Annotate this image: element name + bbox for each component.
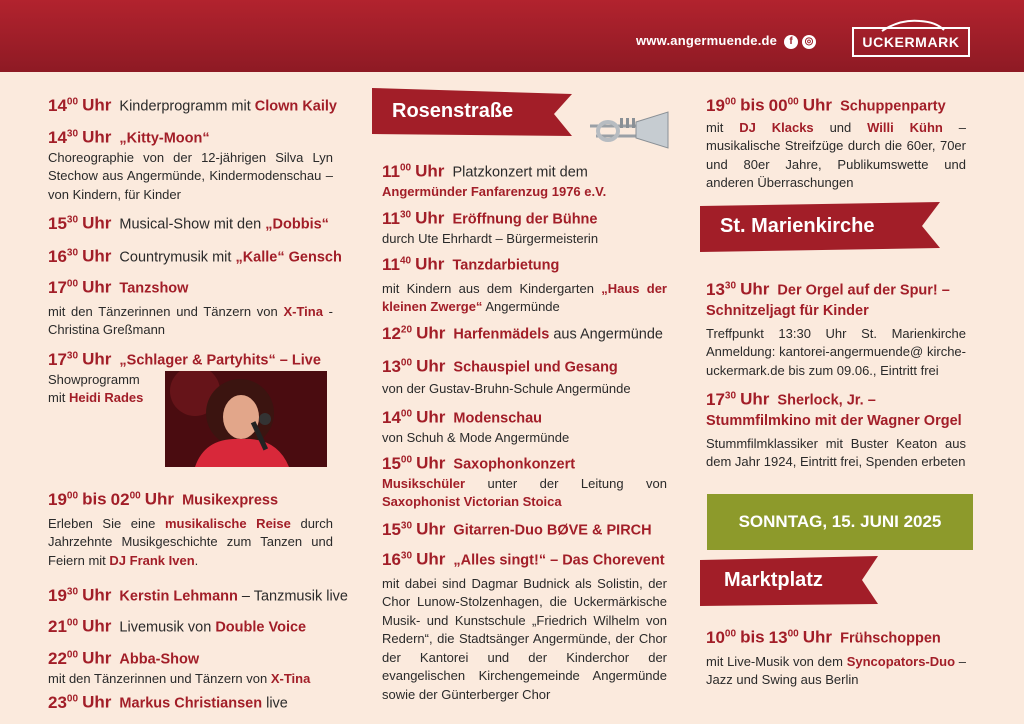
event-middle-8	[382, 546, 667, 704]
event-description: Choreographie von der 12-jährigen Silva Lyn Stechow aus Angermünde, Kindermodenschau – von Kindern, für Kinder	[48, 149, 333, 202]
event-heading: $23^{00}$ Uhr Markus Christiansen live	[48, 692, 288, 712]
event-description: mit den Tänzerinnen und Tänzern von X-Tina - Christina Greßmann	[48, 303, 333, 338]
instagram-icon[interactable]: ◎	[802, 35, 816, 49]
event-left-10	[48, 689, 348, 714]
trumpet-icon	[588, 108, 670, 150]
event-left-4	[48, 274, 333, 340]
event-market-0	[706, 624, 966, 690]
event-middle-2	[382, 251, 667, 317]
event-heading: $19^{30}$ Uhr Kerstin Lehmann – Tanzmusik live	[48, 585, 348, 605]
banner-marktplatz: Marktplatz	[700, 556, 878, 606]
event-description: Showprogramm mit Heidi Rades	[48, 371, 144, 406]
event-middle-4	[382, 353, 667, 398]
event-middle-6	[382, 450, 667, 512]
event-heading: $17^{30}$ Uhr Sherlock, Jr. – Stummfilmkino mit der Wagner Orgel	[706, 389, 962, 429]
event-heading: $13^{30}$ Uhr Der Orgel auf der Spur! – Schnitzeljagt für Kinder	[706, 279, 950, 319]
event-description: Musikschüler unter der Leitung von Saxophonist Victorian Stoica	[382, 475, 667, 510]
event-left-3	[48, 243, 348, 268]
event-heading: $14^{30}$ Uhr „Kitty-Moon“	[48, 127, 210, 147]
event-description: mit Kindern aus dem Kindergarten „Haus der kleinen Zwerge“ Angermünde	[382, 280, 667, 315]
event-heading: $17^{00}$ Uhr Tanzshow	[48, 277, 189, 297]
event-description: Angermünder Fanfarenzug 1976 e.V.	[382, 183, 607, 199]
event-description: mit Live-Musik von dem Syncopators-Duo – Jazz und Swing aus Berlin	[706, 653, 967, 688]
event-heading: $12^{20}$ Uhr Harfenmädels aus Angermünde	[382, 323, 663, 343]
event-heading: $14^{00}$ Uhr Kinderprogramm mit Clown Kaily	[48, 95, 337, 115]
event-middle-1	[382, 205, 667, 248]
event-heading: $13^{00}$ Uhr Schauspiel und Gesang	[382, 356, 618, 376]
website-link[interactable]: www.angermuende.de	[636, 33, 778, 48]
event-heading: $15^{30}$ Uhr Gitarren-Duo BØVE & PIRCH	[382, 519, 652, 539]
event-description: mit den Tänzerinnen und Tänzern von X-Tina	[48, 670, 311, 686]
event-church-1	[706, 386, 966, 472]
event-left-1	[48, 124, 333, 204]
event-heading: $16^{30}$ Uhr Countrymusik mit „Kalle“ Gensch	[48, 246, 342, 266]
event-description: von der Gustav-Bruhn-Schule Angermünde	[382, 380, 631, 396]
event-heading: $19^{00}$ bis $02^{00}$ Uhr Musikexpress	[48, 489, 279, 509]
event-description: Erleben Sie eine musikalische Reise durch Jahrzehnte Musikgeschichte zum Tanzen und Feiern mit DJ Frank Iven.	[48, 515, 333, 568]
event-heading: $15^{30}$ Uhr Musical-Show mit den „Dobbis“	[48, 213, 329, 233]
event-description: durch Ute Ehrhardt – Bürgermeisterin	[382, 230, 599, 246]
banner-marienkirche: St. Marienkirche	[700, 202, 940, 252]
event-right-0	[706, 92, 966, 193]
event-heading: $10^{00}$ bis $13^{00}$ Uhr Frühschoppen	[706, 627, 941, 647]
event-heading: $16^{30}$ Uhr „Alles singt!“ – Das Chorevent	[382, 549, 665, 569]
event-left-7	[48, 582, 348, 607]
event-left-2	[48, 210, 348, 235]
event-left-9	[48, 645, 333, 688]
event-description: von Schuh & Mode Angermünde	[382, 429, 570, 445]
event-heading: $14^{00}$ Uhr Modenschau	[382, 407, 543, 427]
event-middle-0	[382, 158, 667, 201]
banner-rosenstrasse: Rosenstraße	[372, 88, 572, 140]
event-left-0	[48, 92, 348, 117]
event-description: Treffpunkt 13:30 Uhr St. Marienkirche Anmeldung: kantorei-angermuende@ kirche-uckermark.de bis zum 09.06., Eintritt frei	[706, 325, 966, 378]
event-description: mit DJ Klacks und Willi Kühn – musikalische Streifzüge durch die 60er, 70er und 80er Jahre, Publikumswette und anderen Überraschungen	[706, 119, 966, 191]
uckermark-logo: UCKERMARK	[852, 27, 970, 57]
event-left-6	[48, 486, 333, 570]
event-heading: $15^{00}$ Uhr Saxophonkonzert	[382, 453, 576, 473]
event-heading: $11^{00}$ Uhr Platzkonzert mit dem	[382, 161, 588, 181]
event-description: mit dabei sind Dagmar Budnick als Solistin, der Chor Lunow-Stolzenhagen, die Uckermärkische Musik- und Kunstschule „Friedrich Wilhelm von Redern“, die Stadtsänger Angermünde, der Chor der Kantorei und der Kinderchor der evangelischen Kirchengemeinde Angermünde sowie der Günterberger Chor	[382, 575, 667, 702]
event-middle-3	[382, 320, 667, 345]
event-heading: $19^{00}$ bis $00^{00}$ Uhr Schuppenparty	[706, 95, 946, 115]
singer-photo	[165, 371, 327, 467]
event-middle-5	[382, 404, 667, 447]
event-heading: $17^{30}$ Uhr „Schlager & Partyhits“ – Live	[48, 349, 321, 369]
sunday-date-box: SONNTAG, 15. JUNI 2025	[707, 494, 973, 550]
event-heading: $11^{40}$ Uhr Tanzdarbietung	[382, 254, 560, 274]
event-left-8	[48, 613, 348, 638]
event-heading: $11^{30}$ Uhr Eröffnung der Bühne	[382, 208, 598, 228]
event-heading: $21^{00}$ Uhr Livemusik von Double Voice	[48, 616, 307, 636]
event-heading: $22^{00}$ Uhr Abba-Show	[48, 648, 200, 668]
event-church-0	[706, 276, 966, 380]
event-middle-7	[382, 516, 667, 541]
event-description: Stummfilmklassiker mit Buster Keaton aus dem Jahr 1924, Eintritt frei, Spenden erbeten	[706, 435, 966, 470]
facebook-icon[interactable]: f	[784, 35, 798, 49]
